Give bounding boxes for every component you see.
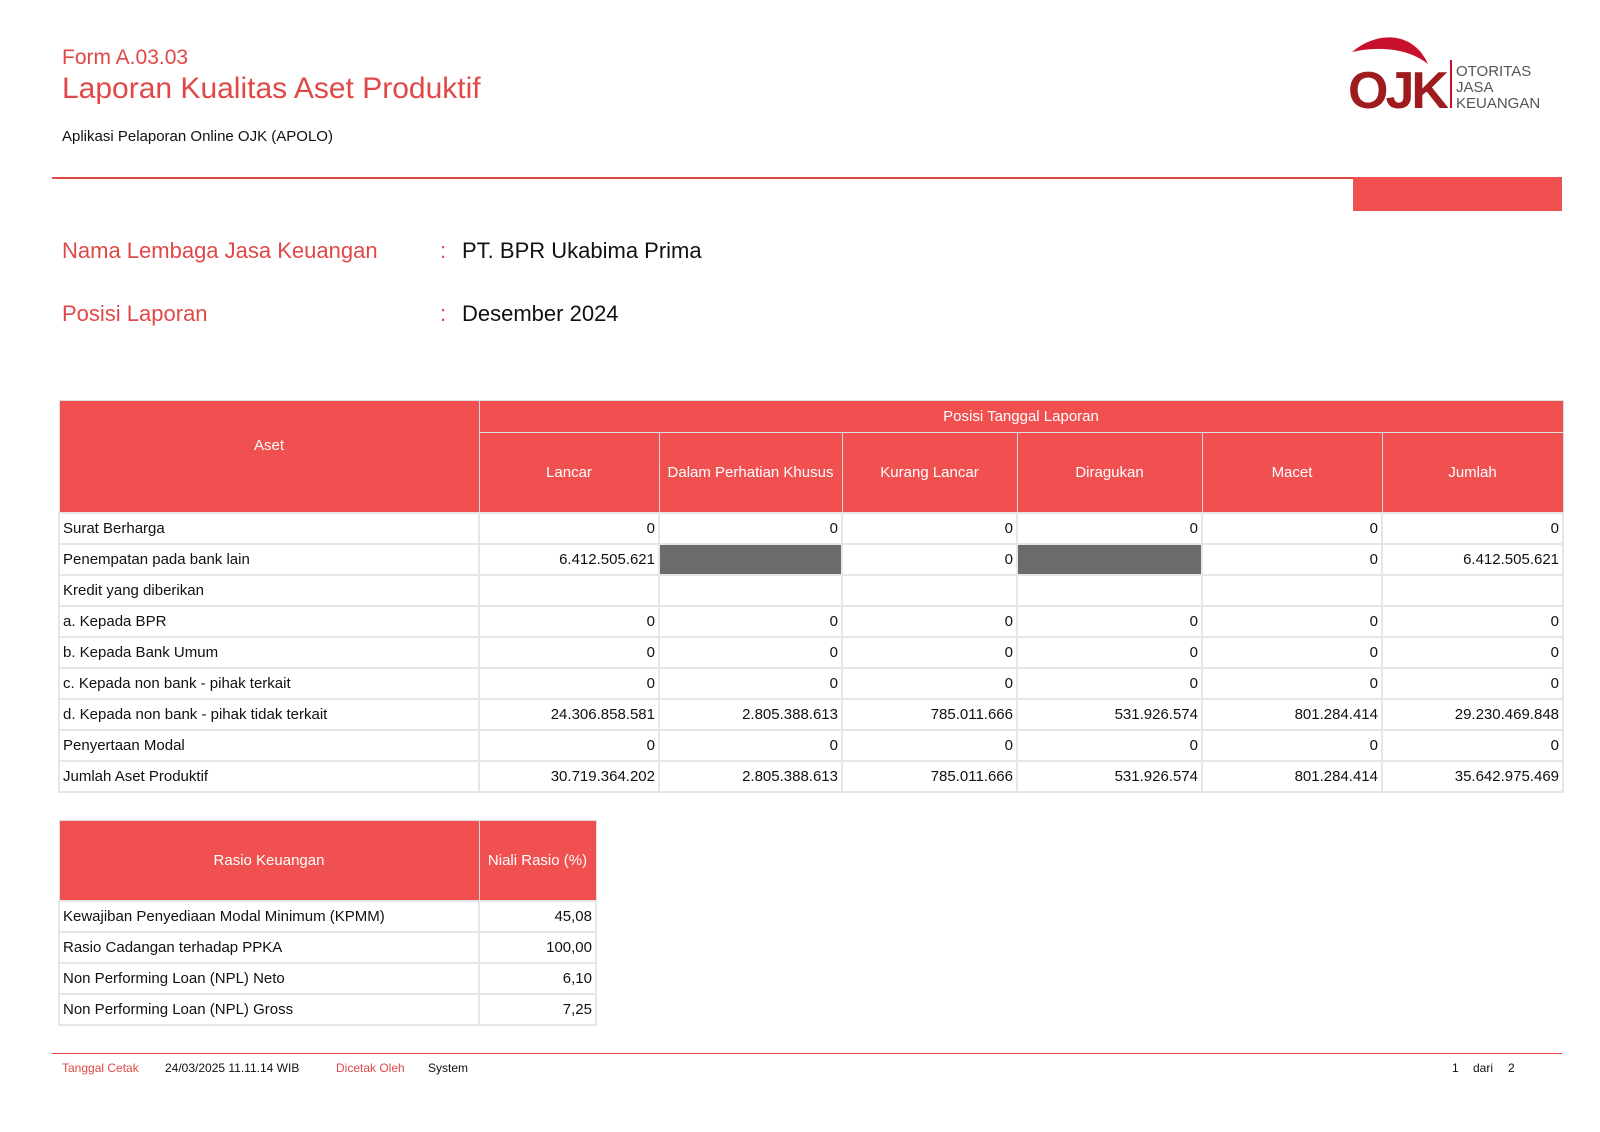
value-cell: 0	[1017, 513, 1202, 544]
table-row	[59, 606, 1563, 637]
footer-divider	[52, 1053, 1562, 1054]
ratio-value: 6,10	[479, 963, 596, 994]
ratio-row	[59, 901, 596, 932]
financial-ratio-table	[58, 820, 597, 1026]
value-cell: 2.805.388.613	[659, 699, 842, 730]
value-cell: 0	[1202, 544, 1382, 575]
shaded-cell	[659, 544, 842, 575]
print-date-label: Tanggal Cetak	[62, 1061, 139, 1075]
page-of-label: dari	[1473, 1061, 1494, 1075]
value-cell: 0	[1382, 606, 1563, 637]
ratio-row	[59, 932, 596, 963]
value-cell: 0	[479, 730, 659, 761]
period-value: Desember 2024	[462, 301, 619, 326]
ratio-label: Non Performing Loan (NPL) Gross	[59, 994, 479, 1025]
value-cell: 0	[659, 730, 842, 761]
value-cell	[842, 575, 1017, 606]
value-cell: 6.412.505.621	[479, 544, 659, 575]
row-label: a. Kepada BPR	[59, 606, 479, 637]
value-cell	[1382, 575, 1563, 606]
value-cell: 0	[842, 513, 1017, 544]
value-cell: 0	[1382, 730, 1563, 761]
value-cell: 0	[842, 544, 1017, 575]
value-cell: 801.284.414	[1202, 699, 1382, 730]
value-cell: 29.230.469.848	[1382, 699, 1563, 730]
value-cell: 0	[659, 606, 842, 637]
ratio-label: Kewajiban Penyediaan Modal Minimum (KPMM)	[59, 901, 479, 932]
asset-column-header: Aset	[59, 401, 479, 513]
ratio-value: 45,08	[479, 901, 596, 932]
value-cell: 0	[1202, 730, 1382, 761]
printed-by-value: System	[428, 1061, 469, 1075]
table-row	[59, 668, 1563, 699]
header-accent-block	[1353, 177, 1562, 211]
value-cell: 801.284.414	[1202, 761, 1382, 792]
row-label: b. Kepada Bank Umum	[59, 637, 479, 668]
value-cell: 0	[842, 606, 1017, 637]
value-cell: 0	[1202, 668, 1382, 699]
value-cell	[659, 575, 842, 606]
value-cell: 0	[842, 730, 1017, 761]
row-label: Surat Berharga	[59, 513, 479, 544]
period-label: Posisi Laporan	[62, 301, 208, 326]
row-label: Penyertaan Modal	[59, 730, 479, 761]
column-header-dalam-perhatian-khusus: Dalam Perhatian Khusus	[659, 433, 842, 513]
ratio-value: 7,25	[479, 994, 596, 1025]
value-cell: 0	[659, 637, 842, 668]
ratio-label-header: Rasio Keuangan	[59, 821, 479, 901]
logo-line-3: KEUANGAN	[1456, 95, 1541, 112]
printed-by-label: Dicetak Oleh	[336, 1061, 405, 1075]
value-cell: 0	[479, 606, 659, 637]
column-header-kurang-lancar: Kurang Lancar	[842, 433, 1017, 513]
page-current: 1	[1452, 1061, 1459, 1075]
value-cell: 2.805.388.613	[659, 761, 842, 792]
logo-swoosh-icon	[1352, 37, 1428, 64]
column-header-diragukan: Diragukan	[1017, 433, 1202, 513]
column-header-jumlah: Jumlah	[1382, 433, 1563, 513]
table-row	[59, 513, 1563, 544]
table-row	[59, 699, 1563, 730]
print-date-value: 24/03/2025 11.11.14 WIB	[165, 1061, 300, 1075]
value-cell: 0	[842, 637, 1017, 668]
form-code: Form A.03.03	[62, 46, 189, 69]
ratio-label: Rasio Cadangan terhadap PPKA	[59, 932, 479, 963]
value-cell: 0	[1017, 730, 1202, 761]
value-cell: 785.011.666	[842, 699, 1017, 730]
table-row	[59, 730, 1563, 761]
ratio-row	[59, 963, 596, 994]
row-label: Jumlah Aset Produktif	[59, 761, 479, 792]
value-cell: 35.642.975.469	[1382, 761, 1563, 792]
institution-colon: :	[440, 238, 447, 263]
institution-label: Nama Lembaga Jasa Keuangan	[62, 238, 378, 263]
value-cell: 30.719.364.202	[479, 761, 659, 792]
row-label: Penempatan pada bank lain	[59, 544, 479, 575]
value-cell: 24.306.858.581	[479, 699, 659, 730]
value-cell: 0	[659, 668, 842, 699]
logo-line-1: OTORITAS	[1456, 63, 1532, 80]
ojk-logo	[1348, 34, 1558, 118]
logo-line-2: JASA	[1456, 79, 1494, 96]
column-header-macet: Macet	[1202, 433, 1382, 513]
logo-mark: OJK	[1348, 62, 1446, 118]
report-position-header: Posisi Tanggal Laporan	[479, 401, 1563, 433]
ratio-row	[59, 994, 596, 1025]
table-row	[59, 575, 1563, 606]
header-divider	[52, 177, 1562, 179]
value-cell: 0	[1017, 637, 1202, 668]
ratio-label: Non Performing Loan (NPL) Neto	[59, 963, 479, 994]
value-cell: 0	[1202, 513, 1382, 544]
table-row	[59, 637, 1563, 668]
value-cell: 0	[479, 513, 659, 544]
value-cell: 0	[1202, 606, 1382, 637]
value-cell: 0	[479, 668, 659, 699]
column-header-lancar: Lancar	[479, 433, 659, 513]
table-row	[59, 761, 1563, 792]
value-cell: 785.011.666	[842, 761, 1017, 792]
value-cell: 6.412.505.621	[1382, 544, 1563, 575]
value-cell	[1017, 575, 1202, 606]
table-row	[59, 544, 1563, 575]
value-cell	[1202, 575, 1382, 606]
value-cell: 0	[1202, 637, 1382, 668]
value-cell: 0	[842, 668, 1017, 699]
value-cell: 0	[479, 637, 659, 668]
value-cell: 0	[1017, 606, 1202, 637]
logo-divider	[1450, 60, 1452, 108]
value-cell: 531.926.574	[1017, 761, 1202, 792]
period-colon: :	[440, 301, 447, 326]
value-cell: 0	[1382, 668, 1563, 699]
ratio-value-header: Niali Rasio (%)	[479, 821, 596, 901]
asset-quality-table	[58, 400, 1564, 793]
shaded-cell	[1017, 544, 1202, 575]
value-cell: 0	[1382, 637, 1563, 668]
ratio-value: 100,00	[479, 932, 596, 963]
institution-value: PT. BPR Ukabima Prima	[462, 238, 702, 263]
value-cell: 0	[659, 513, 842, 544]
row-label: d. Kepada non bank - pihak tidak terkait	[59, 699, 479, 730]
value-cell: 531.926.574	[1017, 699, 1202, 730]
row-label: c. Kepada non bank - pihak terkait	[59, 668, 479, 699]
row-label: Kredit yang diberikan	[59, 575, 479, 606]
value-cell	[479, 575, 659, 606]
report-title: Laporan Kualitas Aset Produktif	[62, 72, 481, 105]
value-cell: 0	[1017, 668, 1202, 699]
value-cell: 0	[1382, 513, 1563, 544]
app-name: Aplikasi Pelaporan Online OJK (APOLO)	[62, 128, 333, 145]
page-total: 2	[1508, 1061, 1515, 1075]
